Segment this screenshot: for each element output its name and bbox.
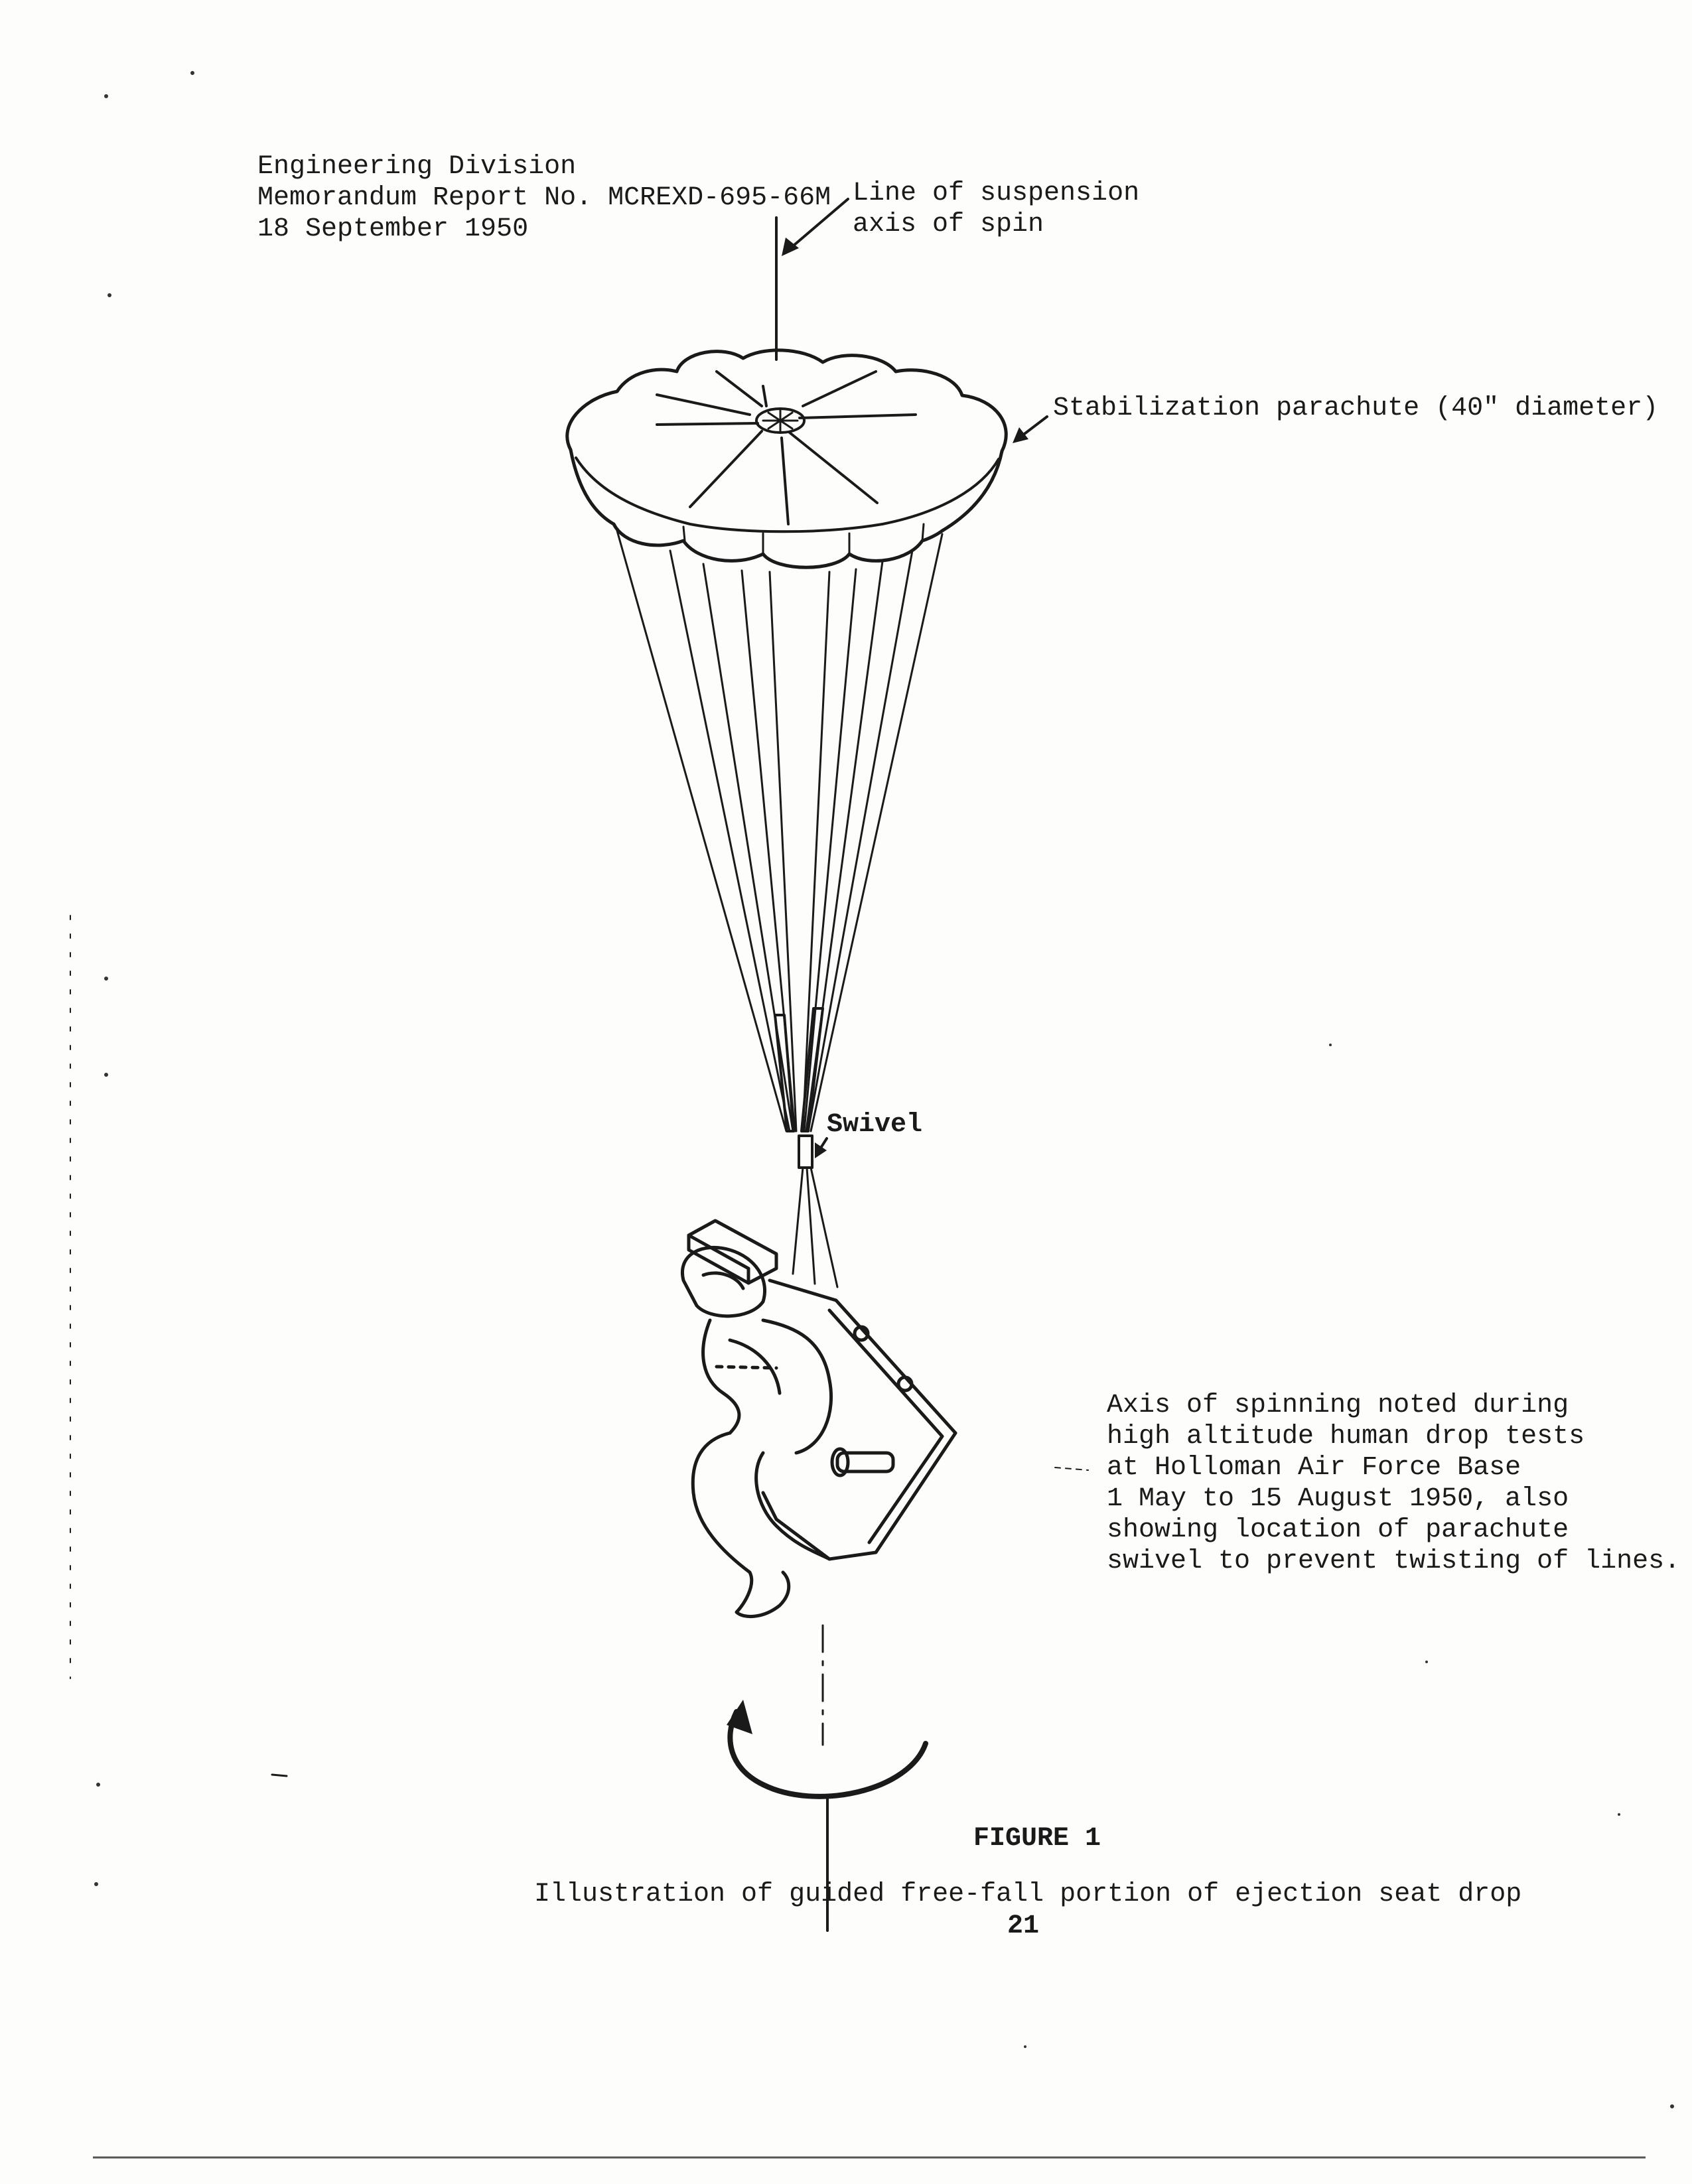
scan-artifact-mark [272, 1775, 287, 1776]
note-line: 1 May to 15 August 1950, also [1107, 1484, 1569, 1514]
parachute-canopy [567, 350, 1007, 567]
parachute-arrow [1013, 417, 1047, 443]
header-division: Engineering Division [257, 152, 577, 182]
note-line: swivel to prevent twisting of lines. [1107, 1546, 1681, 1576]
suspension-label-line1: Line of suspension [853, 178, 1140, 208]
figure-number: FIGURE 1 [973, 1824, 1101, 1854]
note-line: high altitude human drop tests [1107, 1422, 1585, 1452]
ejection-seat-occupant [682, 1221, 955, 1617]
note-pointer [1055, 1467, 1088, 1470]
header-date: 18 September 1950 [257, 214, 529, 244]
note-line: showing location of parachute [1107, 1515, 1569, 1545]
swivel [793, 1136, 837, 1287]
parachute-label: Stabilization parachute (40" diameter) [1053, 393, 1659, 423]
note-line: at Holloman Air Force Base [1107, 1453, 1521, 1483]
figure-title: Illustration of guided free-fall portion of ejection seat drop [534, 1879, 1522, 1909]
suspension-arrow [782, 199, 848, 256]
suspension-label-line2: axis of spin [853, 210, 1044, 239]
header-report-number: Memorandum Report No. MCREXD-695-66M [257, 183, 831, 213]
scan-artifacts [94, 71, 1674, 2108]
shroud-lines [617, 531, 942, 1131]
spin-axis [727, 1625, 926, 1931]
swivel-label: Swivel [827, 1110, 923, 1140]
page-number: 21 [1007, 1911, 1040, 1941]
note-line: Axis of spinning noted during [1107, 1391, 1569, 1420]
